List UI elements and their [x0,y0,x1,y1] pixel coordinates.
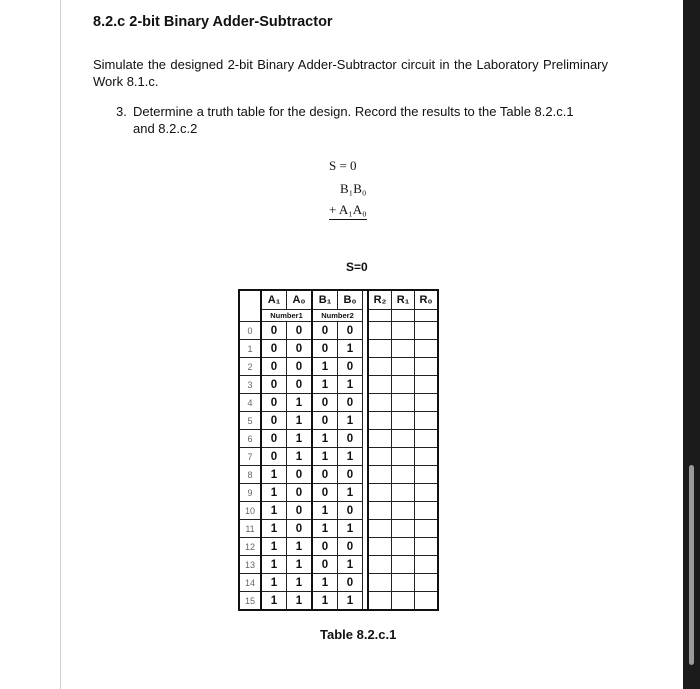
input-cell: 1 [312,574,338,592]
result-cell[interactable] [368,538,392,556]
result-cell[interactable] [415,502,439,520]
input-cell: 0 [338,394,363,412]
input-cell: 0 [338,574,363,592]
input-cell: 1 [312,520,338,538]
row-index-cell: 5 [239,412,261,430]
row-index-cell: 11 [239,520,261,538]
input-cell: 1 [287,574,313,592]
result-cell[interactable] [392,412,415,430]
result-cell[interactable] [392,574,415,592]
result-cell[interactable] [392,592,415,611]
input-cell: 0 [287,358,313,376]
input-cell: 0 [338,358,363,376]
result-cell[interactable] [415,592,439,611]
input-cell: 1 [338,340,363,358]
result-cell[interactable] [368,394,392,412]
input-cell: 0 [287,484,313,502]
input-cell: 1 [261,484,287,502]
result-cell[interactable] [392,520,415,538]
page-left-border [60,0,61,689]
result-cell[interactable] [415,394,439,412]
input-cell: 0 [261,376,287,394]
result-cell[interactable] [392,538,415,556]
row-index-cell: 12 [239,538,261,556]
result-cell[interactable] [368,484,392,502]
table-row [239,340,438,358]
group-label-number2: Number2 [312,310,363,322]
table-row [239,376,438,394]
input-cell: 0 [287,520,313,538]
header-r1: R₁ [392,290,415,310]
result-cell[interactable] [368,448,392,466]
row-index-cell: 8 [239,466,261,484]
input-cell: 1 [261,556,287,574]
table-title: S=0 [346,260,368,274]
header-r2: R₂ [368,290,392,310]
instruction-paragraph: Simulate the designed 2-bit Binary Adder-Subtractor circuit in the Laboratory Preliminary Work 8.1.c. [93,57,608,89]
input-cell: 1 [261,520,287,538]
input-cell: 1 [338,592,363,611]
index-header-cell [239,290,261,322]
item-number: 3. [116,104,127,119]
input-cell: 0 [338,502,363,520]
input-cell: 0 [287,376,313,394]
result-cell[interactable] [368,592,392,611]
result-cell[interactable] [392,376,415,394]
item-text-line2: and 8.2.c.2 [133,121,198,136]
table-caption: Table 8.2.c.1 [320,627,397,642]
input-cell: 1 [287,412,313,430]
table-row [239,448,438,466]
result-cell[interactable] [415,340,439,358]
header-a1: A₁ [261,290,287,310]
input-cell: 1 [338,484,363,502]
input-cell: 1 [287,394,313,412]
section-heading: 8.2.c 2-bit Binary Adder-Subtractor [93,14,333,30]
result-cell[interactable] [368,358,392,376]
header-a0: A₀ [287,290,313,310]
input-cell: 1 [261,592,287,611]
row-index-cell: 7 [239,448,261,466]
table-row [239,502,438,520]
result-cell[interactable] [392,394,415,412]
row-index-cell: 0 [239,322,261,340]
input-cell: 0 [338,322,363,340]
group-label-number1: Number1 [261,310,312,322]
item-text-line1: Determine a truth table for the design. Record the results to the Table 8.2.c.1 [133,104,574,119]
result-cell[interactable] [368,376,392,394]
group-blank [368,310,392,322]
table-row [239,466,438,484]
result-cell[interactable] [415,376,439,394]
result-cell[interactable] [368,412,392,430]
row-index-cell: 14 [239,574,261,592]
input-cell: 1 [338,520,363,538]
input-cell: 0 [287,340,313,358]
result-cell[interactable] [415,538,439,556]
input-cell: 1 [287,538,313,556]
result-cell[interactable] [392,340,415,358]
table-row [239,538,438,556]
table-row [239,484,438,502]
equation-operand-b: B₁B₀ [340,181,367,196]
table-header-row [239,290,438,310]
result-cell[interactable] [392,556,415,574]
input-cell: 1 [261,502,287,520]
input-cell: 0 [287,502,313,520]
result-cell[interactable] [415,556,439,574]
result-cell[interactable] [368,502,392,520]
result-cell[interactable] [415,430,439,448]
input-cell: 1 [338,412,363,430]
header-b0: B₀ [338,290,363,310]
result-cell[interactable] [392,448,415,466]
row-index-cell: 9 [239,484,261,502]
input-cell: 0 [261,358,287,376]
result-cell[interactable] [415,412,439,430]
result-cell[interactable] [368,322,392,340]
header-r0: R₀ [415,290,439,310]
result-cell[interactable] [368,466,392,484]
scrollbar-thumb[interactable] [689,465,694,665]
table-row [239,412,438,430]
input-cell: 0 [312,538,338,556]
input-cell: 0 [312,466,338,484]
result-cell[interactable] [415,520,439,538]
input-cell: 0 [312,412,338,430]
result-cell[interactable] [368,574,392,592]
input-cell: 0 [312,556,338,574]
input-cell: 0 [312,484,338,502]
input-cell: 1 [261,574,287,592]
row-index-cell: 10 [239,502,261,520]
table-row [239,520,438,538]
input-cell: 1 [312,592,338,611]
result-cell[interactable] [392,430,415,448]
row-index-cell: 13 [239,556,261,574]
result-cell[interactable] [392,502,415,520]
input-cell: 0 [312,340,338,358]
input-cell: 1 [287,592,313,611]
result-cell[interactable] [368,340,392,358]
input-cell: 1 [338,376,363,394]
result-cell[interactable] [368,556,392,574]
result-cell[interactable] [368,430,392,448]
numbered-item [116,103,574,137]
equation-operand-a: + A₁A₀ [329,202,367,220]
table-row [239,394,438,412]
header-b1: B₁ [312,290,338,310]
input-cell: 1 [338,448,363,466]
result-cell[interactable] [392,484,415,502]
input-cell: 0 [261,394,287,412]
table-row [239,592,438,611]
input-cell: 0 [312,322,338,340]
result-cell[interactable] [392,466,415,484]
row-index-cell: 2 [239,358,261,376]
table-row [239,556,438,574]
input-cell: 1 [312,502,338,520]
row-index-cell: 15 [239,592,261,611]
input-cell: 0 [261,340,287,358]
result-cell[interactable] [415,322,439,340]
result-cell[interactable] [392,358,415,376]
input-cell: 0 [312,394,338,412]
input-cell: 1 [261,538,287,556]
input-cell: 1 [287,430,313,448]
table-group-row [239,310,438,322]
input-cell: 0 [338,538,363,556]
input-cell: 1 [261,466,287,484]
row-index-cell: 6 [239,430,261,448]
equation-s-value: S = 0 [329,158,357,173]
result-cell[interactable] [415,574,439,592]
result-cell[interactable] [368,520,392,538]
input-cell: 1 [338,556,363,574]
input-cell: 0 [261,430,287,448]
result-cell[interactable] [392,322,415,340]
result-cell[interactable] [415,484,439,502]
input-cell: 1 [312,430,338,448]
table-row [239,574,438,592]
input-cell: 1 [287,448,313,466]
result-cell[interactable] [415,466,439,484]
row-index-cell: 1 [239,340,261,358]
input-cell: 0 [287,466,313,484]
truth-table [238,289,439,611]
input-cell: 0 [287,322,313,340]
input-cell: 0 [261,448,287,466]
result-cell[interactable] [415,358,439,376]
input-cell: 0 [261,412,287,430]
result-cell[interactable] [415,448,439,466]
row-index-cell: 3 [239,376,261,394]
input-cell: 1 [312,376,338,394]
group-blank [415,310,439,322]
table-row [239,322,438,340]
group-blank [392,310,415,322]
input-cell: 0 [338,430,363,448]
table-row [239,430,438,448]
table-row [239,358,438,376]
input-cell: 0 [261,322,287,340]
input-cell: 1 [312,358,338,376]
input-cell: 1 [312,448,338,466]
row-index-cell: 4 [239,394,261,412]
input-cell: 1 [287,556,313,574]
input-cell: 0 [338,466,363,484]
